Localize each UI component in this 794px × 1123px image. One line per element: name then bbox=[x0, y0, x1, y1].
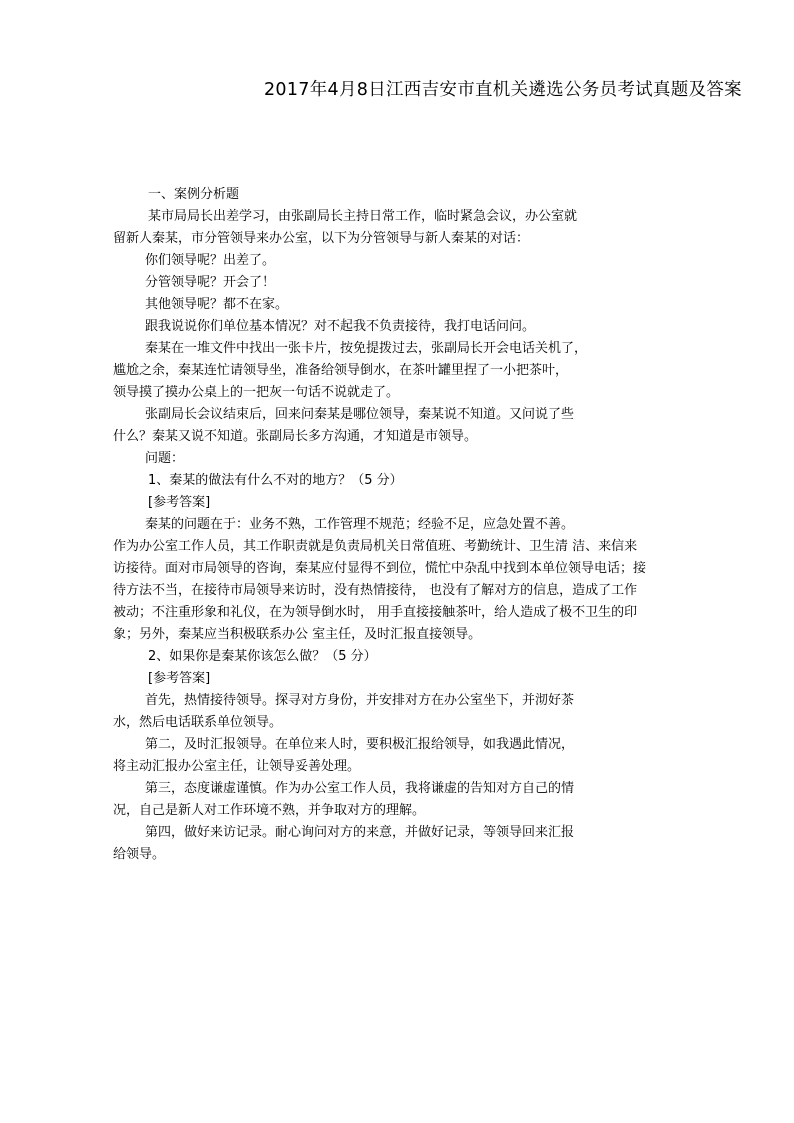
document-line: 其他领导呢？都不在家。 bbox=[145, 297, 289, 312]
document-line: 分管领导呢？开会了！ bbox=[145, 275, 276, 290]
document-line: 2、如果你是秦某你该怎么做？（5 分） bbox=[148, 649, 377, 664]
document-line: 秦某的问题在于：业务不熟，工作管理不规范；经验不足，应急处置不善。 bbox=[145, 517, 575, 532]
document-line: 第三，态度谦虚谨慎。作为办公室工作人员，我将谦虚的告知对方自己的情 bbox=[145, 781, 575, 796]
document-line: 将主动汇报办公室主任，让领导妥善处理。 bbox=[113, 759, 361, 774]
document-line: 访接待。面对市局领导的咨询，秦某应付显得不到位，慌忙中杂乱中找到本单位领导电话；接 bbox=[113, 561, 647, 576]
document-line: 跟我说说你们单位基本情况？对不起我不负责接待，我打电话问问。 bbox=[145, 319, 536, 334]
document-line: 某市局局长出差学习，由张副局长主持日常工作，临时紧急会议，办公室就 bbox=[148, 209, 578, 224]
document-line: 你们领导呢？出差了。 bbox=[145, 253, 276, 268]
document-line: [参考答案] bbox=[148, 671, 211, 686]
document-line: 作为办公室工作人员，其工作职责就是负责局机关日常值班、考勤统计、卫生清 洁、来信来 bbox=[113, 539, 638, 554]
document-line: 给领导。 bbox=[113, 847, 166, 862]
document-line: 什么？秦某又说不知道。张副局长多方沟通，才知道是市领导。 bbox=[113, 429, 478, 444]
document-line: 秦某在一堆文件中找出一张卡片，按免提拨过去，张副局长开会电话关机了， bbox=[145, 341, 588, 356]
document-line: 水，然后电话联系单位领导。 bbox=[113, 715, 283, 730]
document-line: 第四，做好来访记录。耐心询问对方的来意，并做好记录，等领导回来汇报 bbox=[145, 825, 575, 840]
document-line: 领导摸了摸办公桌上的一把灰一句话不说就走了。 bbox=[113, 385, 400, 400]
document-line: [参考答案] bbox=[148, 495, 211, 510]
document-line: 首先，热情接待领导。探寻对方身份，并安排对方在办公室坐下，并沏好茶 bbox=[145, 693, 575, 708]
document-line: 1、秦某的做法有什么不对的地方？（5 分） bbox=[148, 473, 403, 488]
document-title: 2017年4月8日江西吉安市直机关遴选公务员考试真题及答案 bbox=[263, 80, 742, 100]
document-line: 被动；不注重形象和礼仪，在为领导倒水时， 用手直接接触茶叶，给人造成了极不卫生的印 bbox=[113, 605, 638, 620]
document-line: 待方法不当，在接待市局领导来访时，没有热情接待， 也没有了解对方的信息，造成了工作 bbox=[113, 583, 638, 598]
document-line: 一、案例分析题 bbox=[148, 187, 240, 202]
document-line: 张副局长会议结束后，回来问秦某是哪位领导，秦某说不知道。又问说了些 bbox=[145, 407, 575, 422]
document-line: 问题： bbox=[145, 451, 185, 466]
document-line: 况，自己是新人对工作环境不熟，并争取对方的理解。 bbox=[113, 803, 426, 818]
document-line: 留新人秦某，市分管领导来办公室，以下为分管领导与新人秦某的对话： bbox=[113, 231, 530, 246]
document-line: 象；另外，秦某应当积极联系办公 室主任，及时汇报直接领导。 bbox=[113, 627, 482, 642]
document-line: 第二，及时汇报领导。在单位来人时，要积极汇报给领导，如我遇此情况， bbox=[145, 737, 575, 752]
document-line: 尴尬之余，秦某连忙请领导坐，准备给领导倒水，在茶叶罐里捏了一小把茶叶， bbox=[113, 363, 569, 378]
